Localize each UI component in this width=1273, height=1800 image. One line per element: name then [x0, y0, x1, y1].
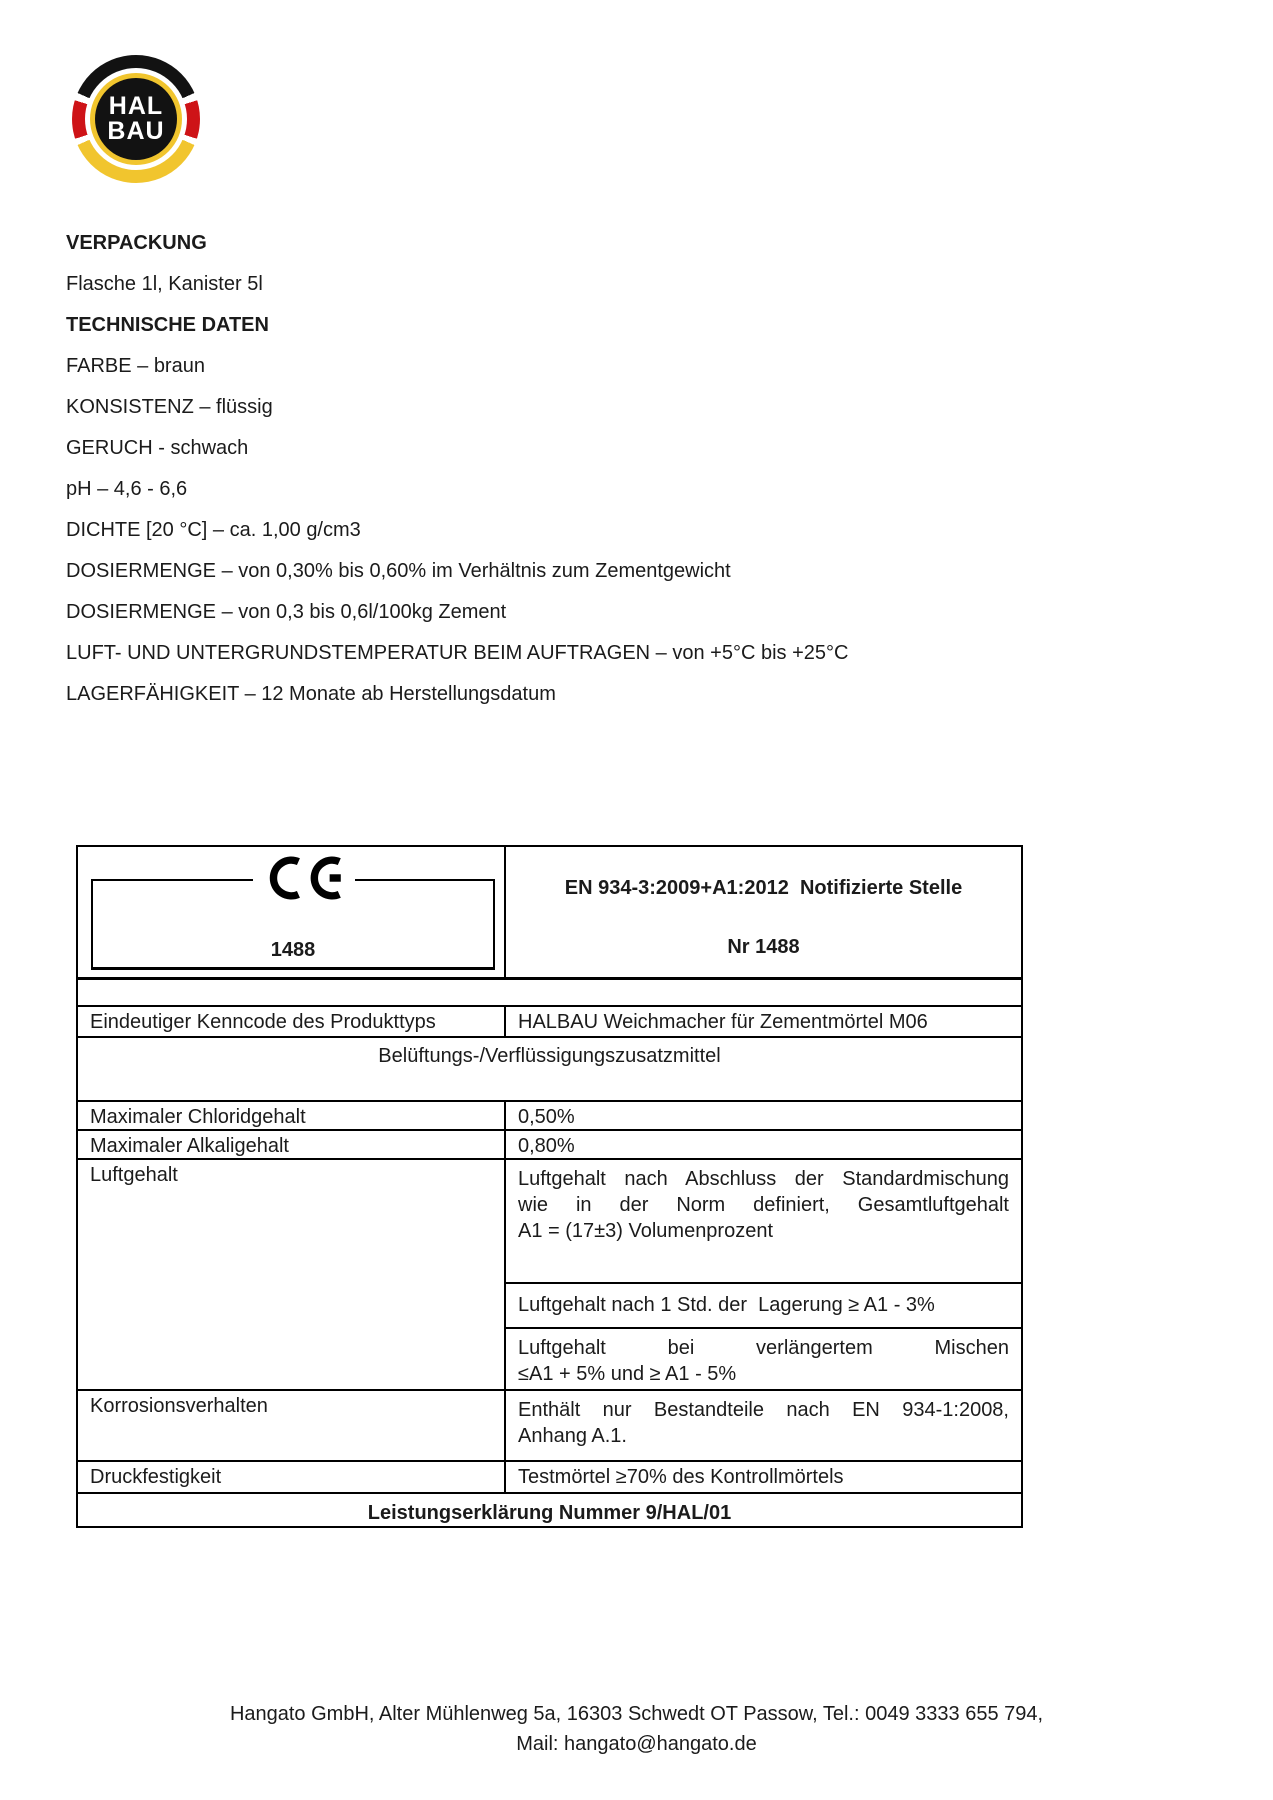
- paragraph-konsistenz: KONSISTENZ – flüssig: [66, 396, 273, 418]
- notified-body-number: Nr 1488: [727, 936, 800, 958]
- table-row-luftgehalt: [78, 1158, 1021, 1389]
- leistungserklaerung-value: Leistungserklärung Nummer 9/HAL/01: [367, 1502, 732, 1524]
- korrosionsverhalten-value: [506, 1391, 1021, 1460]
- luftgehalt-line3: A1 = (17±3) Volumenprozent: [518, 1220, 774, 1242]
- notified-body-cell: [506, 847, 1021, 977]
- chloridgehalt-label: Maximaler Chloridgehalt: [78, 1102, 506, 1129]
- table-row-produktkategorie: [78, 1036, 1021, 1100]
- logo-text-line1: HAL: [108, 92, 164, 120]
- paragraph-verpackung-heading: VERPACKUNG: [66, 232, 207, 254]
- logo-text-line2: BAU: [107, 117, 165, 145]
- luftgehalt-label: Luftgehalt: [78, 1160, 506, 1389]
- alkaligehalt-value: 0,80%: [518, 1135, 575, 1157]
- paragraph-dosiermenge-prozent: DOSIERMENGE – von 0,30% bis 0,60% im Verhältnis zum Zementgewicht: [66, 560, 731, 582]
- ce-declaration-table: [76, 845, 1023, 1528]
- luftgehalt-lagerung: Luftgehalt nach 1 Std. der Lagerung ≥ A1 - 3%: [506, 1282, 1021, 1327]
- table-row-druckfestigkeit: [78, 1460, 1021, 1492]
- table-row-korrosionsverhalten: [78, 1389, 1021, 1460]
- luftgehalt-line1: Luftgehalt nach Abschluss der Standardmischung: [518, 1168, 1009, 1190]
- alkaligehalt-label: Maximaler Alkaligehalt: [78, 1131, 506, 1158]
- spacer-cell: [78, 980, 1021, 1005]
- paragraph-verpackung-value: Flasche 1l, Kanister 5l: [66, 273, 263, 295]
- paragraph-temperatur: LUFT- UND UNTERGRUNDSTEMPERATUR BEIM AUFTRAGEN – von +5°C bis +25°C: [66, 642, 849, 664]
- paragraph-technische-daten-heading: TECHNISCHE DATEN: [66, 314, 269, 336]
- druckfestigkeit-value: Testmörtel ≥70% des Kontrollmörtels: [518, 1466, 844, 1488]
- logo-core: [95, 78, 177, 160]
- korrosion-line2: Anhang A.1.: [518, 1425, 627, 1447]
- ce-mark-icon: [253, 850, 355, 912]
- luftgehalt-line2: wie in der Norm definiert, Gesamtluftgehalt: [518, 1194, 1009, 1216]
- table-row-header: [78, 847, 1021, 977]
- table-row-kenncode: [78, 1005, 1021, 1036]
- table-row-chloridgehalt: [78, 1100, 1021, 1129]
- document-footer: [0, 1699, 1273, 1759]
- luftgehalt-value-stack: [506, 1160, 1021, 1389]
- chloridgehalt-value: 0,50%: [518, 1106, 575, 1128]
- document-content: [0, 230, 1273, 1528]
- druckfestigkeit-label: Druckfestigkeit: [78, 1462, 506, 1492]
- paragraph-dichte: DICHTE [20 °C] – ca. 1,00 g/cm3: [66, 519, 361, 541]
- table-row-leistungserklaerung: [78, 1492, 1021, 1526]
- table-row-alkaligehalt: [78, 1129, 1021, 1158]
- ce-header-cell: [78, 847, 506, 977]
- korrosionsverhalten-label: Korrosionsverhalten: [78, 1391, 506, 1460]
- paragraph-dosiermenge-liter: DOSIERMENGE – von 0,3 bis 0,6l/100kg Zement: [66, 601, 507, 623]
- luftgehalt-verlaengertes-mischen: [506, 1327, 1021, 1389]
- paragraph-lagerfaehigkeit: LAGERFÄHIGKEIT – 12 Monate ab Herstellungsdatum: [66, 683, 556, 705]
- ce-number: 1488: [270, 939, 316, 961]
- paragraph-farbe: FARBE – braun: [66, 355, 205, 377]
- kenncode-label: Eindeutiger Kenncode des Produkttyps: [78, 1007, 506, 1036]
- verlaengertes-mischen-line1: Luftgehalt bei verlängertem Mischen: [518, 1337, 1009, 1359]
- norm-reference: EN 934-3:2009+A1:2012 Notifizierte Stelle: [564, 877, 963, 899]
- verlaengertes-mischen-line2: ≤A1 + 5% und ≥ A1 - 5%: [518, 1363, 737, 1385]
- kenncode-value: HALBAU Weichmacher für Zementmörtel M06: [518, 1011, 928, 1033]
- footer-line-2: Mail: hangato@hangato.de: [516, 1733, 757, 1755]
- paragraph-geruch: GERUCH - schwach: [66, 437, 249, 459]
- footer-line-1: Hangato GmbH, Alter Mühlenweg 5a, 16303 Schwedt OT Passow, Tel.: 0049 3333 655 794,: [229, 1703, 1044, 1725]
- paragraph-ph: pH – 4,6 - 6,6: [66, 478, 188, 500]
- luftgehalt-standardmischung: [506, 1160, 1021, 1282]
- halbau-logo: [72, 55, 200, 183]
- korrosion-line1: Enthält nur Bestandteile nach EN 934-1:2008,: [518, 1399, 1009, 1421]
- table-row-spacer: [78, 977, 1021, 1005]
- produktkategorie-value: Belüftungs-/Verflüssigungszusatzmittel: [378, 1045, 721, 1067]
